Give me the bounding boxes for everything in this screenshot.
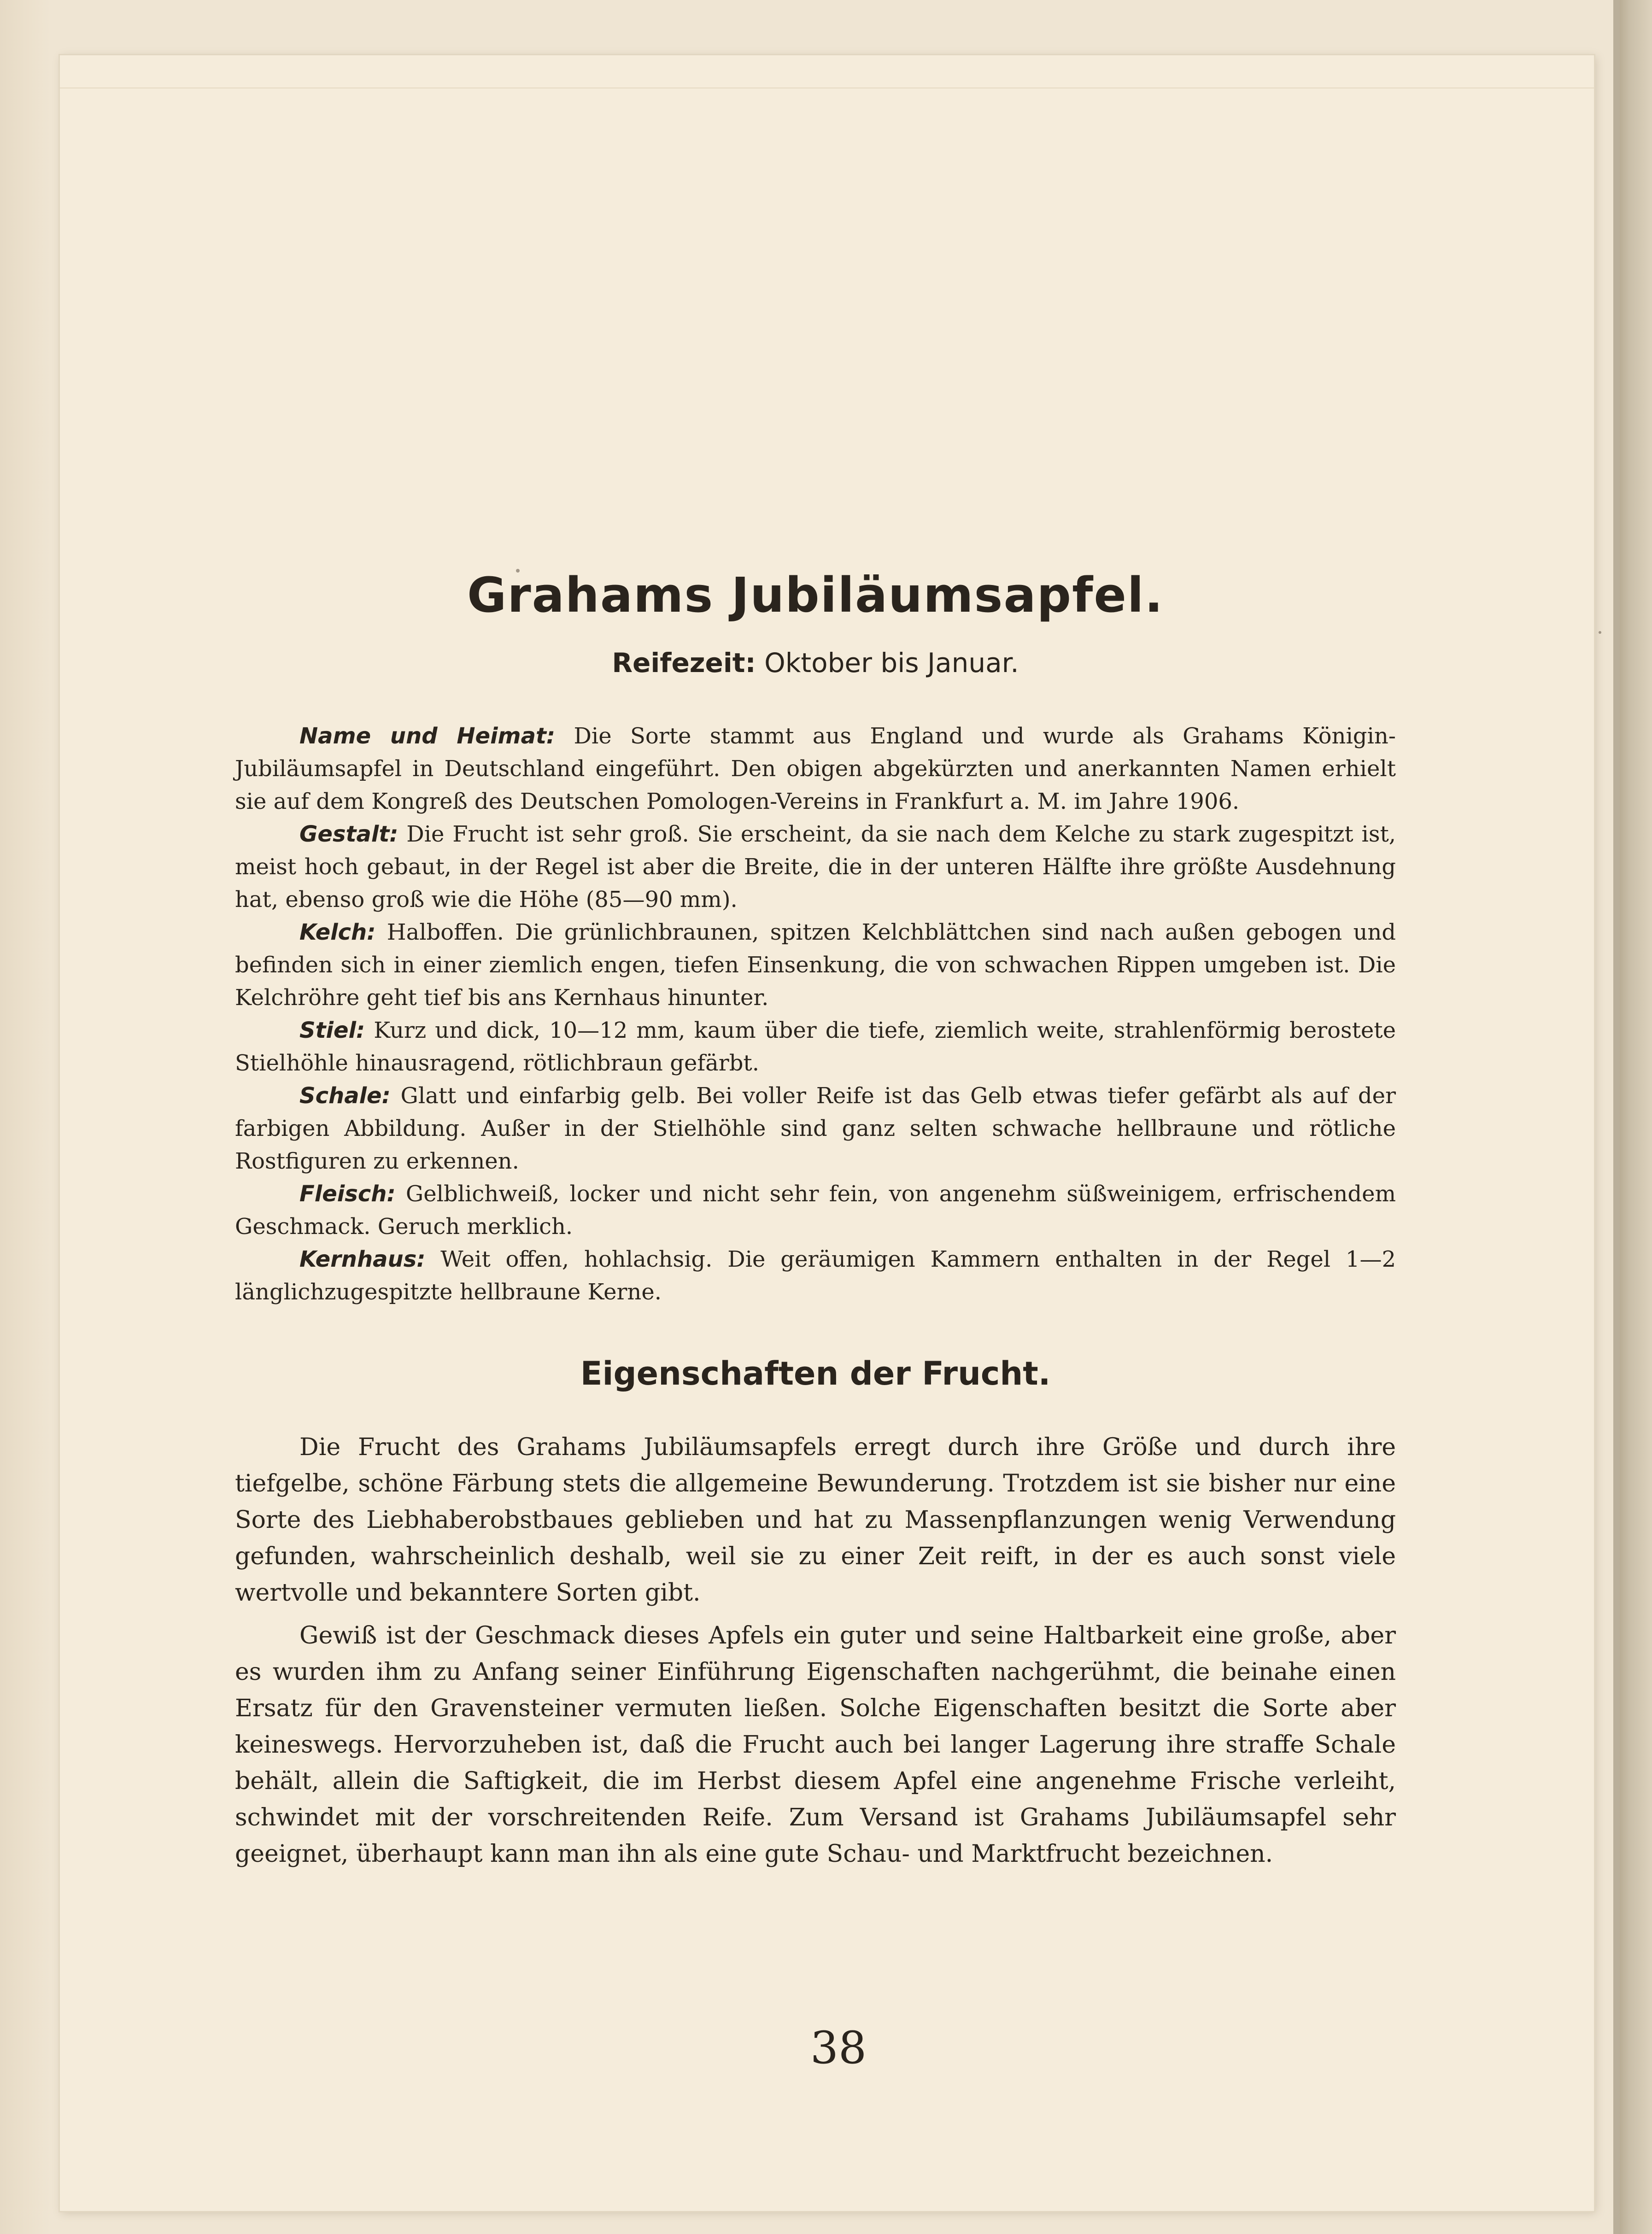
description-text: Gelblichweiß, locker und nicht sehr fein, von angenehm süßweinigem, erfrischendem Geschmack. Geruch merklich. [235, 1181, 1396, 1240]
description-text: Die Sorte stammt aus England und wurde als Grahams Königin-Jubiläumsapfel in Deutschland eingeführt. Den obigen abgekürzten und anerkannten Namen erhielt sie auf dem Kongreß des Deutschen Pomologen-Vereins in Frankfurt a. M. im Jahre 1906. [235, 723, 1396, 814]
right-page-edge [1620, 0, 1652, 2234]
page-title: Grahams Jubiläumsapfel. [467, 567, 1164, 623]
description-entry-skin [235, 1080, 1396, 1178]
description-label: Kelch: [299, 919, 376, 945]
description-label: Name und Heimat: [299, 723, 556, 749]
description-label: Gestalt: [299, 821, 398, 847]
left-page-edge [0, 0, 51, 2234]
description-text: Halboffen. Die grünlichbraunen, spitzen Kelchblättchen sind nach außen gebogen und befinden sich in einer ziemlich engen, tiefen Einsenkung, die von schwachen Rippen umgeben ist. Die Kelchröhre geht tief bis ans Kernhaus hinunter. [235, 919, 1396, 1011]
page-number: 38 [810, 2022, 867, 2074]
description-label: Schale: [299, 1082, 391, 1109]
page-content [235, 567, 1396, 1879]
binding-shadow [1613, 0, 1620, 2234]
description-text: Die Frucht ist sehr groß. Sie erscheint, da sie nach dem Kelche zu stark zugespitzt ist, meist hoch gebaut, in der Regel ist aber die Breite, die in der unteren Hälfte ihre größte Ausdehnung hat, ebenso groß wie die Höhe (85—90 mm). [235, 821, 1396, 912]
description-entry-core [235, 1243, 1396, 1309]
body-paragraph: Gewiß ist der Geschmack dieses Apfels ein guter und seine Haltbarkeit eine große, aber es wurden ihm zu Anfang seiner Einführung Eigenschaften nachgerühmt, die beinahe einen Ersatz für den Gravensteiner vermuten ließen. Solche Eigenschaften besitzt die Sorte aber keineswegs. Hervorzuheben ist, daß die Frucht auch bei langer Lagerung ihre straffe Schale behält, allein die Saftigkeit, die im Herbst diesem Apfel eine angenehme Frische verleiht, schwindet mit der vorschreitenden Reife. Zum Versand ist Grahams Jubiläumsapfel sehr geeignet, überhaupt kann man ihn als eine gute Schau- und Marktfrucht bezeichnen. [235, 1621, 1396, 1868]
description-text: Kurz und dick, 10—12 mm, kaum über die tiefe, ziemlich weite, strahlenförmig berostete Stielhöhle hinausragend, rötlichbraun gefärbt. [235, 1017, 1396, 1076]
description-entry-calyx [235, 916, 1396, 1014]
section-heading: Eigenschaften der Frucht. [580, 1354, 1051, 1392]
description-entry-stalk [235, 1014, 1396, 1080]
paper-speck [1599, 631, 1601, 634]
ripening-time [235, 647, 1396, 678]
description-entry-flesh [235, 1178, 1396, 1243]
description-text: Weit offen, hohlachsig. Die geräumigen Kammern enthalten in der Regel 1—2 länglichzugespitzte hellbraune Kerne. [235, 1246, 1396, 1305]
description-text: Glatt und einfarbig gelb. Bei voller Reife ist das Gelb etwas tiefer gefärbt als auf der farbigen Abbildung. Außer in der Stielhöhle sind ganz selten schwache hellbraune und rötliche Rostfiguren zu erkennen. [235, 1082, 1396, 1174]
description-label: Stiel: [299, 1017, 365, 1043]
ripening-label: Reifezeit: [612, 647, 756, 678]
description-entry-shape [235, 818, 1396, 916]
variety-description [235, 720, 1396, 1309]
body-paragraph: Die Frucht des Grahams Jubiläumsapfels erregt durch ihre Größe und durch ihre tiefgelbe, schöne Färbung stets die allgemeine Bewunderung. Trotzdem ist sie bisher nur eine Sorte des Liebhaberobstbaues geblieben und hat zu Massenpflanzungen wenig Verwendung gefunden, wahrscheinlich deshalb, weil sie zu einer Zeit reift, in der es auch sonst viele wertvolle und bekanntere Sorten gibt. [235, 1433, 1396, 1607]
description-entry-origin [235, 720, 1396, 818]
description-label: Kernhaus: [299, 1246, 426, 1272]
description-label: Fleisch: [299, 1181, 396, 1207]
ripening-value: Oktober bis Januar. [764, 647, 1019, 678]
